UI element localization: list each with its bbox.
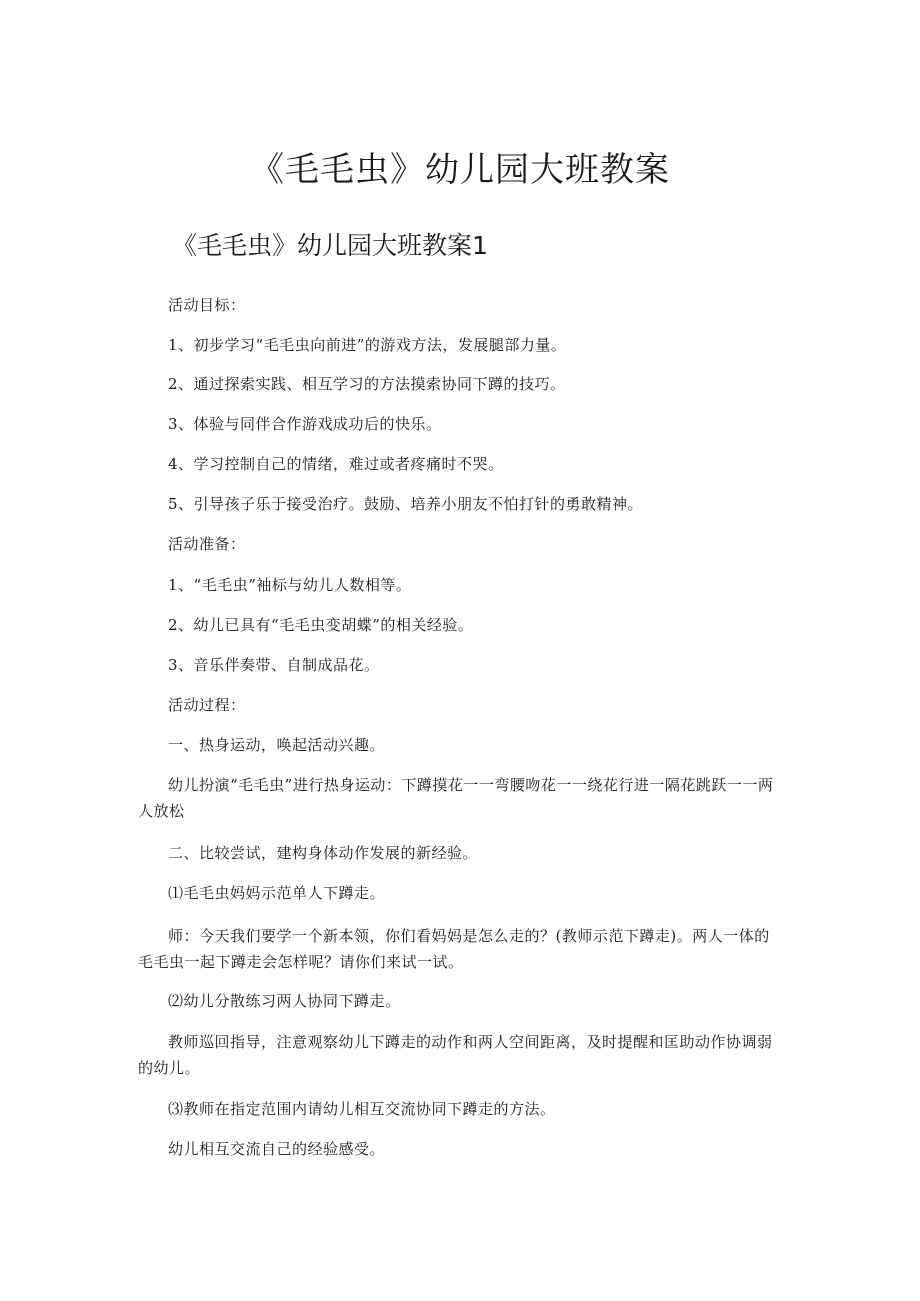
paragraph: 1、初步学习“毛毛虫向前进”的游戏方法，发展腿部力量。 [168, 336, 567, 354]
paragraph: 3、音乐伴奏带、自制成品花。 [168, 656, 380, 674]
paragraph: 一、热身运动，唤起活动兴趣。 [168, 736, 386, 754]
document-title: 《毛毛虫》幼儿园大班教案 [250, 150, 670, 190]
paragraph: 活动目标： [168, 296, 246, 314]
paragraph: ⑶教师在指定范围内请幼儿相互交流协同下蹲走的方法。 [168, 1100, 556, 1118]
paragraph: 幼儿相互交流自己的经验感受。 [168, 1140, 386, 1158]
paragraph: 二、比较尝试，建构身体动作发展的新经验。 [168, 844, 479, 862]
paragraph: 教师巡回指导，注意观察幼儿下蹲走的动作和两人空间距离，及时提醒和匡助动作协调弱的幼儿。 [138, 1033, 773, 1077]
paragraph: ⑴毛毛虫妈妈示范单人下蹲走。 [168, 884, 386, 902]
paragraph: ⑵幼儿分散练习两人协同下蹲走。 [168, 992, 401, 1010]
paragraph: 2、通过探索实践、相互学习的方法摸索协同下蹲的技巧。 [168, 375, 566, 393]
paragraph: 活动准备： [168, 535, 246, 553]
section-title: 《毛毛虫》幼儿园大班教案1 [172, 231, 488, 260]
paragraph: 师：今天我们要学一个新本领，你们看妈妈是怎么走的？(教师示范下蹲走)。两人一体的毛毛虫一起下蹲走会怎样呢？请你们来试一试。 [138, 927, 770, 971]
paragraph: 2、幼儿已具有“毛毛虫变胡蝶”的相关经验。 [168, 616, 474, 634]
paragraph: 5、引导孩子乐于接受治疗。鼓励、培养小朋友不怕打针的勇敢精神。 [168, 495, 644, 513]
paragraph: 3、体验与同伴合作游戏成功后的快乐。 [168, 415, 442, 433]
paragraph: 1、“毛毛虫”袖标与幼儿人数相等。 [168, 576, 412, 594]
paragraph: 幼儿扮演“毛毛虫”进行热身运动：下蹲摸花一一弯腰吻花一一绕花行进一隔花跳跃一一两人放松 [138, 776, 774, 820]
paragraph: 4、学习控制自己的情绪，难过或者疼痛时不哭。 [168, 455, 504, 473]
paragraph: 活动过程： [168, 696, 246, 714]
